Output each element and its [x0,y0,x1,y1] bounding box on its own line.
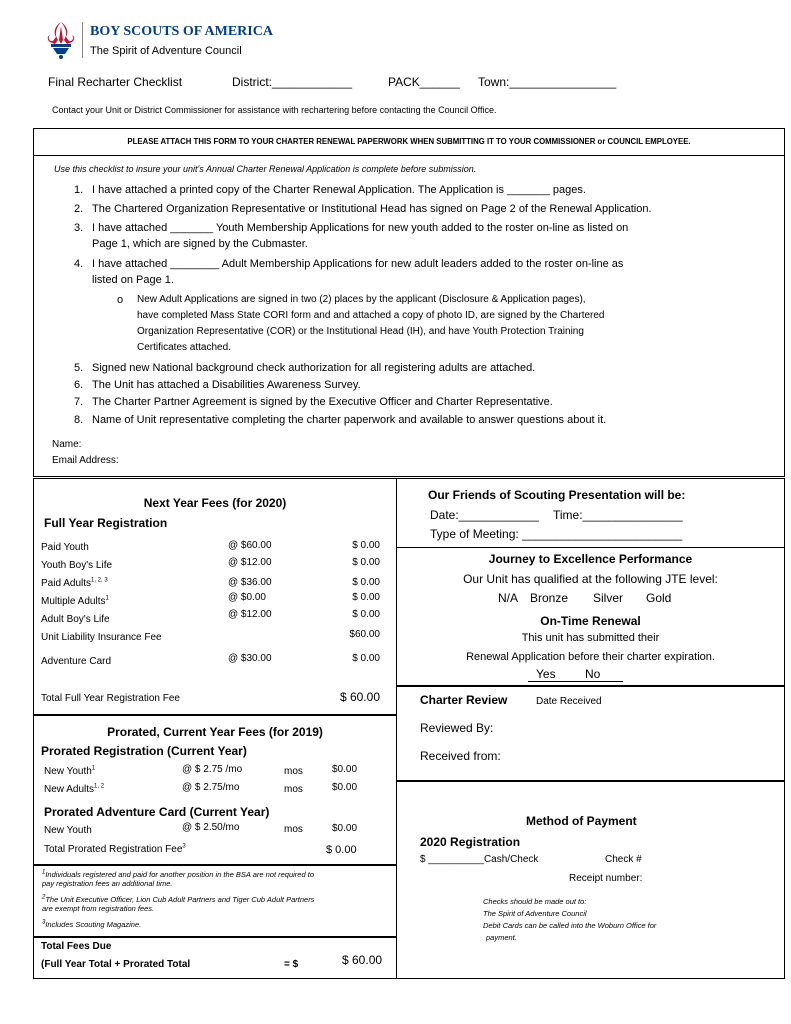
payment-title: Method of Payment [526,814,637,828]
list-item: I have attached _______ Youth Membership Applications for new youth added to the roster on-line as listed on [92,222,629,234]
ontime-no[interactable]: No [585,667,601,681]
fee-row-label: Multiple Adults$^1$ [41,595,109,607]
checklist-intro: Use this checklist to insure your unit's Annual Charter Renewal Application is complete before submission. [54,164,477,174]
jte-level-silver[interactable]: Silver [593,591,624,605]
fee-row-amount: $ 0.00 [352,609,380,620]
prorated-subtitle: Prorated Registration (Current Year) [41,744,247,758]
fee-row-rate: @ $30.00 [228,653,272,664]
fee-row-label: Youth Boy's Life [41,560,113,571]
payment-note: payment. [486,933,517,942]
total-due-amount: $ 60.00 [342,953,383,967]
payment-subtitle: 2020 Registration [420,835,521,849]
fee-row-label: Paid Adults$^{1, 2, 3}$ [41,577,108,589]
date-received-label: Date Received [536,696,602,707]
pack-field[interactable]: PACK______ [388,75,460,89]
fos-divider [396,547,785,548]
total-due-formula: (Full Year Total + Prorated Total [41,959,191,970]
header-divider [82,22,83,58]
list-item: Page 1, which are signed by the Cubmaster. [92,238,308,250]
list-item: The Unit has attached a Disabilities Awareness Survey. [92,379,361,391]
list-item: Signed new National background check authorization for all registering adults are attached. [92,362,536,374]
fee-row-rate: @ $12.00 [228,609,272,620]
prorated-total-label: Total Prorated Registration Fee$^3$ [44,843,186,855]
fee-row-amount: $60.00 [349,629,380,640]
footnote: pay registration fees an additional time. [42,879,173,888]
footnote: $^2$The Unit Executive Officer, Lion Cub Adult Partners and Tiger Cub Adult Partners [42,894,315,904]
ontime-line2: Renewal Application before their charter expiration. [466,651,715,663]
prorated-row-label: New Youth$^1$ [44,765,96,777]
list-item: Certificates attached. [137,342,231,353]
list-item: Organization Representative (COR) or the Institutional Head (IH), and have Youth Protection Training [137,326,584,337]
bsa-logo [44,20,78,60]
jte-level-bronze[interactable]: Bronze [530,591,569,605]
list-item-number: 5. [74,362,84,374]
jte-level-gold[interactable]: Gold [646,591,672,605]
full-year-subtitle: Full Year Registration [44,516,168,530]
notice-divider [33,155,785,156]
prorated-title: Prorated, Current Year Fees (for 2019) [107,725,323,739]
jte-line: Our Unit has qualified at the following JTE level: [463,572,718,586]
ontime-yes[interactable]: Yes [536,667,556,681]
fee-row-rate: @ $0.00 [228,592,266,603]
org-name: BOY SCOUTS OF AMERICA [90,24,273,39]
fee-row-rate: @ $36.00 [228,577,272,588]
council-name: The Spirit of Adventure Council [90,45,242,57]
list-item: The Chartered Organization Representative or Institutional Head has signed on Page 2 of the Renewal Application. [92,203,652,215]
ontime-underline [528,681,623,682]
list-item-number: 3. [74,222,84,234]
list-item-number: 7. [74,396,84,408]
list-item-number: 6. [74,379,84,391]
fee-row-label: Adventure Card [41,656,112,667]
name-field-label[interactable]: Name: [52,439,82,450]
prorated-row-rate: @ $ 2.75 /mo [182,764,243,775]
full-year-total-amount: $ 60.00 [339,690,380,704]
fee-row-rate: @ $60.00 [228,540,272,551]
town-field[interactable]: Town:________________ [478,75,617,89]
list-item-number: 8. [74,414,84,426]
contact-note: Contact your Unit or District Commissioner for assistance with rechartering before contacting the Council Office. [52,105,497,115]
received-from-field[interactable]: Received from: [420,749,501,763]
list-item-number: 4. [74,258,84,270]
prorated-row-amount: $0.00 [332,823,358,834]
check-number-field[interactable]: Check # [605,854,642,865]
sub-bullet: o [117,294,124,306]
attach-notice: PLEASE ATTACH THIS FORM TO YOUR CHARTER RENEWAL PAPERWORK WHEN SUBMITTING IT TO YOUR COMMISSIONER or COUNCIL EMPLOYEE. [127,137,691,146]
fee-row-amount: $ 0.00 [352,577,380,588]
payment-note: The Spirit of Adventure Council [483,909,587,918]
fee-row-label: Unit Liability Insurance Fee [41,632,162,643]
payment-note: Debit Cards can be called into the Woburn Office for [483,921,657,930]
list-item: I have attached ________ Adult Membership Applications for new adult leaders added to the roster on-line as [92,258,624,270]
receipt-number-field[interactable]: Receipt number: [569,873,643,884]
fos-type-field[interactable]: Type of Meeting: ________________________ [430,527,683,541]
fos-time-field[interactable]: Time:_______________ [553,508,683,522]
prorated-row-mos: mos [284,784,303,795]
list-item: Name of Unit representative completing the charter paperwork and available to answer questions about it. [92,414,607,426]
fee-row-amount: $ 0.00 [352,653,380,664]
charter-review-title: Charter Review [420,693,508,707]
fee-row-amount: $ 0.00 [352,557,380,568]
next-year-title: Next Year Fees (for 2020) [143,496,287,510]
district-field[interactable]: District:____________ [232,75,353,89]
list-item: listed on Page 1. [92,274,174,286]
ontime-line1: This unit has submitted their [521,632,660,644]
jte-title: Journey to Excellence Performance [488,552,693,566]
fee-row-rate: @ $12.00 [228,557,272,568]
list-item-number: 2. [74,203,84,215]
prorated-row-amount: $0.00 [332,782,358,793]
prorated-row-label: New Adults$^{1, 2}$ [44,783,105,795]
list-item: New Adult Applications are signed in two (2) places by the applicant (Disclosure & Application pages), [137,294,586,305]
list-item: have completed Mass State CORI form and and attached a copy of photo ID, are signed by the Chartered [137,310,605,321]
footnote: are exempt from registration fees. [42,904,155,913]
full-year-total-label: Total Full Year Registration Fee [41,693,180,704]
payment-note: Checks should be made out to: [483,897,587,906]
list-item-number: 1. [74,184,84,196]
prorated-total-amount: $ 0.00 [326,844,357,856]
fee-row-amount: $ 0.00 [352,540,380,551]
total-due-label: Total Fees Due [41,941,112,952]
reviewed-by-field[interactable]: Reviewed By: [420,721,494,735]
total-due-equals: = $ [284,959,299,970]
footnote: $^1$Individuals registered and paid for another position in the BSA are not required to [42,869,314,879]
prorated-row-rate: @ $ 2.75/mo [182,782,240,793]
fee-row-amount: $ 0.00 [352,592,380,603]
footnote: $^3$Includes Scouting Magazine. [42,919,142,929]
payment-amount-field[interactable]: $ __________Cash/Check [420,854,539,865]
fee-row-label: Adult Boy's Life [41,614,110,625]
page-title: Final Recharter Checklist [48,75,183,89]
ontime-title: On-Time Renewal [540,614,641,628]
prorated-row-mos: mos [284,766,303,777]
prorated-row-mos: mos [284,824,303,835]
fee-row-label: Paid Youth [41,542,89,553]
fos-date-field[interactable]: Date:____________ [430,508,539,522]
email-field-label[interactable]: Email Address: [52,455,119,466]
prorated-row-rate: @ $ 2.50/mo [182,822,240,833]
list-item: I have attached a printed copy of the Charter Renewal Application. The Application is _______ pages. [92,184,586,196]
list-item: The Charter Partner Agreement is signed by the Executive Officer and Charter Representative. [92,396,553,408]
prorated-adventure-subtitle: Prorated Adventure Card (Current Year) [44,805,270,819]
prorated-row-label: New Youth [44,825,92,836]
jte-level-na[interactable]: N/A [498,591,519,605]
prorated-row-amount: $0.00 [332,764,358,775]
fos-title: Our Friends of Scouting Presentation will be: [428,488,686,502]
